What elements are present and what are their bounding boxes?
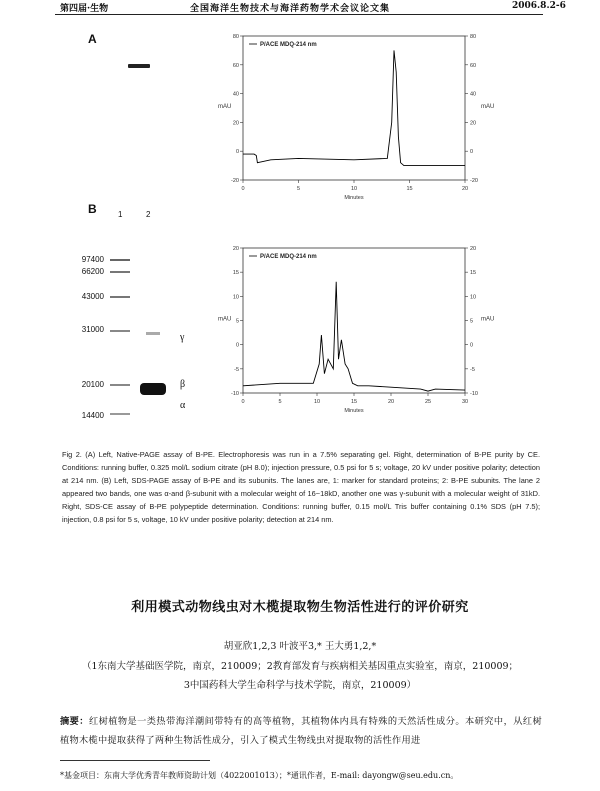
marker-band (110, 330, 130, 332)
y-tick-label-right: -5 (470, 366, 475, 373)
x-tick-label: 10 (350, 186, 358, 192)
x-tick-label: 20 (387, 399, 395, 405)
alpha-beta-band (140, 383, 166, 395)
marker-label: 97400 (81, 255, 104, 264)
panel-a-label: A (88, 32, 97, 46)
x-axis-label: Minutes (344, 195, 364, 201)
x-tick-label: 10 (313, 399, 321, 405)
y-tick-label: 10 (232, 294, 239, 301)
y-tick-label-right: 40 (470, 91, 477, 98)
affiliation-line-2: 3中国药科大学生命科学与技术学院，南京，210009） (183, 680, 417, 691)
chart-b (205, 240, 495, 420)
y-tick-label-right: 20 (470, 120, 477, 127)
marker-band (110, 384, 130, 386)
y-tick-label-right: 10 (470, 294, 477, 301)
y-axis-label: mAU (218, 316, 232, 323)
subunit-beta-label: β (180, 379, 186, 390)
lane-label-2: 2 (146, 210, 151, 219)
marker-band (110, 271, 130, 273)
x-tick-label: 5 (278, 399, 282, 405)
plot-frame (243, 248, 465, 393)
header-left: 第四届·生物 (60, 4, 109, 14)
y-tick-label-right: 0 (470, 149, 474, 156)
y-axis-label: mAU (218, 104, 232, 110)
x-tick-label: 30 (461, 399, 469, 405)
y-tick-label: -5 (234, 366, 239, 373)
y-tick-label: 0 (235, 149, 239, 156)
y-axis-label-right: mAU (481, 104, 495, 110)
subunit-alpha-label: α (180, 400, 186, 411)
y-tick-label-right: 0 (470, 342, 474, 349)
y-tick-label: 40 (232, 91, 239, 98)
x-tick-label: 0 (241, 186, 245, 192)
abstract-label: 摘要： (60, 716, 89, 727)
legend-entry: P/ACE MDQ-214 nm (260, 42, 317, 48)
trace-line (243, 282, 465, 391)
y-tick-label: 15 (232, 270, 239, 277)
plot-frame (243, 36, 465, 180)
y-tick-label: -20 (231, 178, 239, 184)
y-tick-label-right: -20 (470, 178, 478, 184)
footnote: *基金项目：东南大学优秀青年教师资助计划（4022001013）；*通讯作者，E-mail: dayongw@seu.edu.cn。 (60, 771, 459, 780)
panel-b-label: B (88, 202, 97, 216)
lane-label-1: 1 (118, 210, 123, 219)
legend-entry: P/ACE MDQ-214 nm (260, 254, 317, 260)
y-tick-label: 20 (232, 120, 239, 127)
x-tick-label: 15 (350, 399, 358, 405)
article-title: 利用模式动物线虫对木榄提取物生物活性进行的评价研究 (131, 600, 469, 615)
marker-label: 14400 (81, 411, 104, 420)
x-tick-label: 15 (406, 186, 413, 192)
y-axis-label-right: mAU (481, 316, 495, 323)
abstract (60, 712, 542, 750)
y-tick-label-right: 60 (470, 62, 477, 69)
y-tick-label-right: 80 (470, 34, 477, 40)
subunit-gamma-label: γ (180, 332, 185, 343)
chart-a-plot (218, 34, 494, 201)
marker-label: 66200 (81, 267, 104, 276)
y-tick-label: 0 (235, 342, 239, 349)
header-center: 全国海洋生物技术与海洋药物学术会议论文集 (190, 4, 391, 14)
y-tick-label: -10 (231, 391, 239, 397)
chart-b-plot (218, 246, 494, 414)
affiliation-line-1: （1东南大学基础医学院，南京，210009；2教育部发育与疾病相关基因重点实验室，南京，210009； (81, 661, 519, 672)
page-header (0, 0, 600, 16)
trace-line (243, 50, 465, 165)
marker-label: 20100 (81, 380, 104, 389)
x-axis-label: Minutes (344, 408, 364, 414)
figure-caption: Fig 2. (A) Left, Native-PAGE assay of B-PE. Electrophoresis was run in a 7.5% separating gel. Right, determination of B-PE purity by CE. Conditions: running buffer, 0.325 mol/L sodium citrate (pH 8.0); injection pressure, 0.5 psi for 5 s; voltage, 20 kV under positive polarity; detection at 214 nm. (B) Left, SDS-PAGE assay of B-PE and its subunits. The lanes are, 1: marker for standard proteins; 2: B-PE subunits. The lane 2 appeared two bands, one was α-and β-subunit with a molecular weight of 16~18kD, another one was γ-subunit with a molecular weight of 31kD. Right, SDS-CE assay of B-PE polypeptide determination. Conditions: running buffer, 0.15 mol/L Tris buffer containing 0.1% SDS (pH 7.5); injection, 0.8 psi for 5 s, voltage, 10 kV under positive polarity; detection at 214 nm. (62, 450, 540, 524)
article-authors: 胡亚欣1,2,3 叶波平3,* 王大勇1,2,* (223, 641, 377, 652)
y-tick-label-right: -10 (470, 391, 478, 397)
y-tick-label: 5 (235, 318, 239, 325)
y-tick-label-right: 5 (470, 318, 474, 325)
x-tick-label: 5 (296, 186, 301, 192)
x-tick-label: 0 (241, 399, 245, 405)
native-page-band (128, 64, 150, 68)
marker-band (110, 259, 130, 261)
header-rule (55, 14, 543, 15)
marker-band (110, 296, 130, 298)
marker-label: 43000 (81, 292, 104, 301)
footnote-rule (60, 760, 210, 761)
y-tick-label: 80 (232, 34, 239, 40)
y-tick-label: 60 (232, 62, 239, 69)
abstract-text: 红树植物是一类热带海洋潮间带特有的高等植物，其植物体内具有特殊的天然活性成分。本研究中，从红树植物木榄中提取获得了两种生物活性成分，引入了模式生物线虫对提取物的活性作用进 (60, 716, 542, 746)
x-tick-label: 20 (461, 186, 469, 192)
y-tick-label-right: 20 (470, 246, 477, 252)
y-tick-label-right: 15 (470, 270, 477, 277)
gamma-band (146, 332, 160, 335)
marker-band (110, 413, 130, 415)
x-tick-label: 25 (424, 399, 432, 405)
chart-a (205, 30, 495, 205)
header-right: 2006.8.2-6 (512, 1, 566, 11)
y-tick-label: 20 (232, 246, 239, 252)
marker-label: 31000 (81, 325, 104, 334)
